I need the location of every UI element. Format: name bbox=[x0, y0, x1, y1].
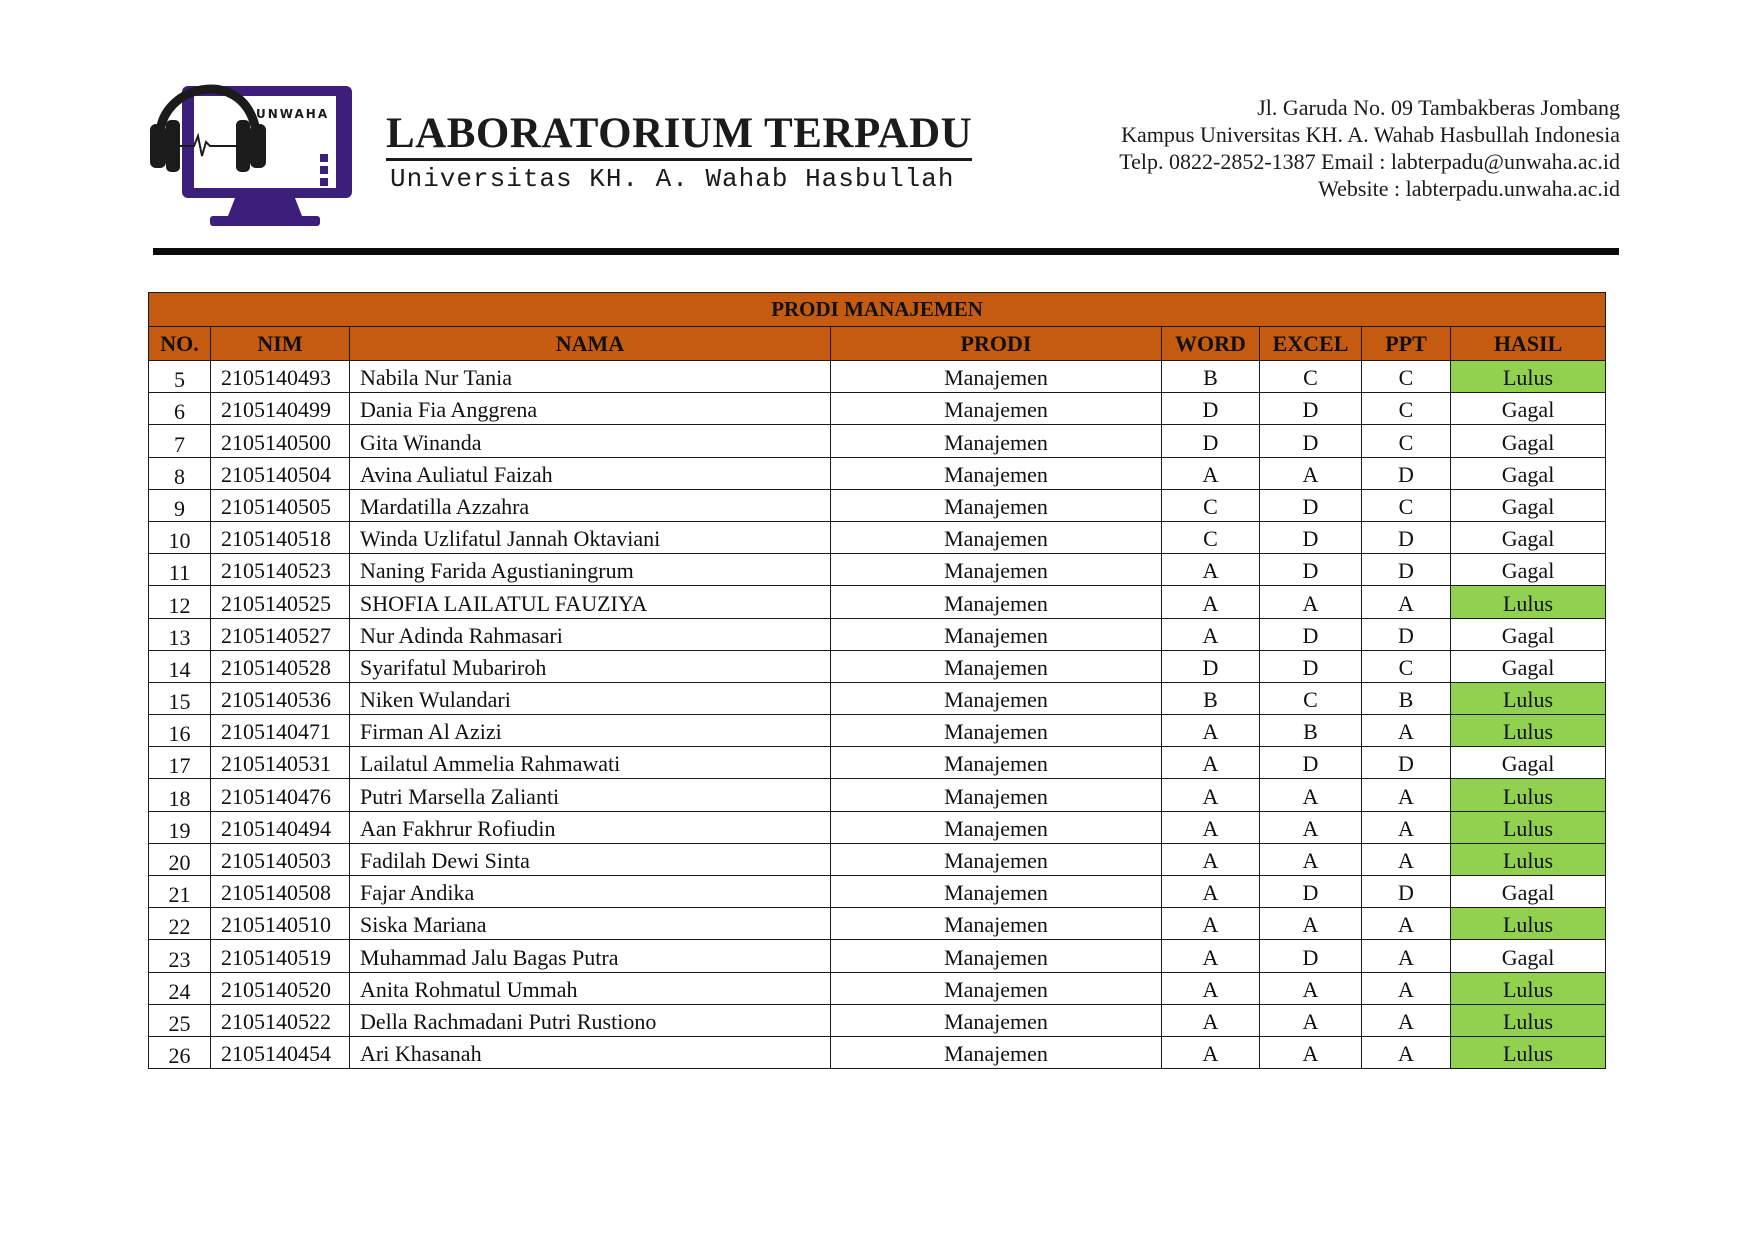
cell-no: 19 bbox=[149, 811, 211, 843]
col-header-word: WORD bbox=[1162, 327, 1260, 361]
cell-excel: A bbox=[1260, 843, 1362, 875]
cell-no: 5 bbox=[149, 361, 211, 393]
cell-nama: Fajar Andika bbox=[350, 876, 831, 908]
cell-excel: A bbox=[1260, 1036, 1362, 1068]
cell-hasil: Gagal bbox=[1451, 876, 1606, 908]
cell-hasil: Lulus bbox=[1451, 682, 1606, 714]
cell-prodi: Manajemen bbox=[831, 393, 1162, 425]
cell-ppt: C bbox=[1362, 489, 1451, 521]
cell-hasil: Lulus bbox=[1451, 908, 1606, 940]
col-header-prodi: PRODI bbox=[831, 327, 1162, 361]
cell-nim: 2105140454 bbox=[211, 1036, 350, 1068]
cell-ppt: A bbox=[1362, 972, 1451, 1004]
cell-word: A bbox=[1162, 457, 1260, 489]
cell-prodi: Manajemen bbox=[831, 618, 1162, 650]
cell-excel: D bbox=[1260, 425, 1362, 457]
cell-nama: Dania Fia Anggrena bbox=[350, 393, 831, 425]
cell-prodi: Manajemen bbox=[831, 489, 1162, 521]
cell-no: 16 bbox=[149, 715, 211, 747]
table-row bbox=[149, 361, 1606, 393]
cell-nim: 2105140536 bbox=[211, 682, 350, 714]
cell-hasil: Gagal bbox=[1451, 489, 1606, 521]
cell-prodi: Manajemen bbox=[831, 876, 1162, 908]
cell-nim: 2105140520 bbox=[211, 972, 350, 1004]
cell-no: 26 bbox=[149, 1036, 211, 1068]
cell-nama: Aan Fakhrur Rofiudin bbox=[350, 811, 831, 843]
cell-excel: D bbox=[1260, 489, 1362, 521]
cell-prodi: Manajemen bbox=[831, 747, 1162, 779]
cell-word: A bbox=[1162, 554, 1260, 586]
cell-nama: Della Rachmadani Putri Rustiono bbox=[350, 1004, 831, 1036]
cell-nama: Lailatul Ammelia Rahmawati bbox=[350, 747, 831, 779]
cell-no: 21 bbox=[149, 876, 211, 908]
cell-nim: 2105140531 bbox=[211, 747, 350, 779]
table-row bbox=[149, 1036, 1606, 1068]
column-headers bbox=[149, 327, 1606, 361]
table-row bbox=[149, 843, 1606, 875]
cell-excel: D bbox=[1260, 650, 1362, 682]
col-header-ppt: PPT bbox=[1362, 327, 1451, 361]
cell-nim: 2105140503 bbox=[211, 843, 350, 875]
cell-nama: Avina Auliatul Faizah bbox=[350, 457, 831, 489]
cell-nim: 2105140510 bbox=[211, 908, 350, 940]
cell-ppt: A bbox=[1362, 908, 1451, 940]
address-line: Telp. 0822-2852-1387 Email : labterpadu@unwaha.ac.id bbox=[1119, 149, 1620, 174]
cell-nim: 2105140505 bbox=[211, 489, 350, 521]
table-title: PRODI MANAJEMEN bbox=[149, 293, 1606, 327]
cell-hasil: Gagal bbox=[1451, 457, 1606, 489]
cell-nim: 2105140519 bbox=[211, 940, 350, 972]
cell-nim: 2105140518 bbox=[211, 521, 350, 553]
cell-nim: 2105140504 bbox=[211, 457, 350, 489]
cell-nim: 2105140525 bbox=[211, 586, 350, 618]
cell-nim: 2105140493 bbox=[211, 361, 350, 393]
cell-nama: Naning Farida Agustianingrum bbox=[350, 554, 831, 586]
cell-no: 25 bbox=[149, 1004, 211, 1036]
table-row bbox=[149, 1004, 1606, 1036]
cell-ppt: C bbox=[1362, 425, 1451, 457]
cell-ppt: D bbox=[1362, 747, 1451, 779]
cell-word: A bbox=[1162, 876, 1260, 908]
cell-word: A bbox=[1162, 908, 1260, 940]
table-row bbox=[149, 618, 1606, 650]
cell-nama: Anita Rohmatul Ummah bbox=[350, 972, 831, 1004]
cell-word: A bbox=[1162, 972, 1260, 1004]
cell-word: A bbox=[1162, 1004, 1260, 1036]
cell-hasil: Lulus bbox=[1451, 779, 1606, 811]
cell-word: A bbox=[1162, 1036, 1260, 1068]
table-row bbox=[149, 779, 1606, 811]
cell-nama: Muhammad Jalu Bagas Putra bbox=[350, 940, 831, 972]
cell-no: 7 bbox=[149, 425, 211, 457]
cell-word: A bbox=[1162, 618, 1260, 650]
cell-no: 17 bbox=[149, 747, 211, 779]
cell-nim: 2105140494 bbox=[211, 811, 350, 843]
cell-prodi: Manajemen bbox=[831, 586, 1162, 618]
table-row bbox=[149, 586, 1606, 618]
col-header-nim: NIM bbox=[211, 327, 350, 361]
cell-prodi: Manajemen bbox=[831, 1004, 1162, 1036]
cell-hasil: Lulus bbox=[1451, 586, 1606, 618]
cell-hasil: Lulus bbox=[1451, 1036, 1606, 1068]
cell-no: 15 bbox=[149, 682, 211, 714]
cell-prodi: Manajemen bbox=[831, 521, 1162, 553]
cell-hasil: Gagal bbox=[1451, 425, 1606, 457]
cell-ppt: A bbox=[1362, 586, 1451, 618]
cell-nama: Niken Wulandari bbox=[350, 682, 831, 714]
cell-ppt: C bbox=[1362, 361, 1451, 393]
cell-excel: A bbox=[1260, 457, 1362, 489]
cell-excel: A bbox=[1260, 779, 1362, 811]
lab-logo-icon bbox=[150, 66, 360, 232]
cell-nama: Putri Marsella Zalianti bbox=[350, 779, 831, 811]
cell-prodi: Manajemen bbox=[831, 715, 1162, 747]
cell-word: D bbox=[1162, 650, 1260, 682]
cell-excel: D bbox=[1260, 554, 1362, 586]
cell-prodi: Manajemen bbox=[831, 972, 1162, 1004]
cell-prodi: Manajemen bbox=[831, 1036, 1162, 1068]
cell-hasil: Lulus bbox=[1451, 811, 1606, 843]
address-line: Website : labterpadu.unwaha.ac.id bbox=[1318, 176, 1620, 201]
cell-excel: B bbox=[1260, 715, 1362, 747]
table-row bbox=[149, 747, 1606, 779]
cell-nama: Siska Mariana bbox=[350, 908, 831, 940]
cell-prodi: Manajemen bbox=[831, 940, 1162, 972]
cell-no: 12 bbox=[149, 586, 211, 618]
cell-nama: Fadilah Dewi Sinta bbox=[350, 843, 831, 875]
cell-word: C bbox=[1162, 521, 1260, 553]
cell-ppt: C bbox=[1362, 393, 1451, 425]
cell-prodi: Manajemen bbox=[831, 908, 1162, 940]
cell-excel: D bbox=[1260, 618, 1362, 650]
cell-no: 20 bbox=[149, 843, 211, 875]
address-line: Jl. Garuda No. 09 Tambakberas Jombang bbox=[1257, 95, 1620, 120]
lab-title: LABORATORIUM TERPADU bbox=[386, 110, 972, 161]
cell-prodi: Manajemen bbox=[831, 843, 1162, 875]
table-row bbox=[149, 908, 1606, 940]
cell-word: B bbox=[1162, 361, 1260, 393]
cell-no: 13 bbox=[149, 618, 211, 650]
cell-nim: 2105140527 bbox=[211, 618, 350, 650]
cell-word: B bbox=[1162, 682, 1260, 714]
table-row bbox=[149, 811, 1606, 843]
cell-nama: Ari Khasanah bbox=[350, 1036, 831, 1068]
table-row bbox=[149, 521, 1606, 553]
cell-hasil: Gagal bbox=[1451, 940, 1606, 972]
cell-ppt: A bbox=[1362, 779, 1451, 811]
table-row bbox=[149, 393, 1606, 425]
cell-prodi: Manajemen bbox=[831, 779, 1162, 811]
cell-word: A bbox=[1162, 779, 1260, 811]
cell-word: A bbox=[1162, 586, 1260, 618]
cell-ppt: D bbox=[1362, 457, 1451, 489]
cell-prodi: Manajemen bbox=[831, 425, 1162, 457]
table-row bbox=[149, 457, 1606, 489]
cell-hasil: Lulus bbox=[1451, 1004, 1606, 1036]
cell-nim: 2105140499 bbox=[211, 393, 350, 425]
table-row bbox=[149, 425, 1606, 457]
cell-no: 22 bbox=[149, 908, 211, 940]
cell-prodi: Manajemen bbox=[831, 811, 1162, 843]
cell-excel: D bbox=[1260, 393, 1362, 425]
cell-no: 11 bbox=[149, 554, 211, 586]
table-row bbox=[149, 682, 1606, 714]
col-header-excel: EXCEL bbox=[1260, 327, 1362, 361]
cell-nim: 2105140508 bbox=[211, 876, 350, 908]
cell-word: A bbox=[1162, 940, 1260, 972]
cell-hasil: Gagal bbox=[1451, 554, 1606, 586]
table-body bbox=[149, 361, 1606, 1069]
table-row bbox=[149, 554, 1606, 586]
cell-prodi: Manajemen bbox=[831, 457, 1162, 489]
cell-hasil: Gagal bbox=[1451, 393, 1606, 425]
cell-excel: A bbox=[1260, 586, 1362, 618]
cell-no: 9 bbox=[149, 489, 211, 521]
logo-text: UNWAHA bbox=[256, 107, 330, 121]
cell-ppt: A bbox=[1362, 1004, 1451, 1036]
col-header-no: NO. bbox=[149, 327, 211, 361]
cell-prodi: Manajemen bbox=[831, 554, 1162, 586]
cell-ppt: B bbox=[1362, 682, 1451, 714]
cell-nama: Mardatilla Azzahra bbox=[350, 489, 831, 521]
cell-word: A bbox=[1162, 843, 1260, 875]
cell-word: A bbox=[1162, 715, 1260, 747]
cell-nama: Nur Adinda Rahmasari bbox=[350, 618, 831, 650]
cell-ppt: A bbox=[1362, 940, 1451, 972]
header-divider bbox=[153, 248, 1619, 255]
cell-no: 23 bbox=[149, 940, 211, 972]
cell-hasil: Lulus bbox=[1451, 715, 1606, 747]
cell-no: 6 bbox=[149, 393, 211, 425]
cell-nim: 2105140476 bbox=[211, 779, 350, 811]
cell-ppt: A bbox=[1362, 811, 1451, 843]
cell-prodi: Manajemen bbox=[831, 682, 1162, 714]
cell-no: 24 bbox=[149, 972, 211, 1004]
address-block bbox=[1119, 94, 1620, 202]
cell-nama: Nabila Nur Tania bbox=[350, 361, 831, 393]
cell-word: D bbox=[1162, 393, 1260, 425]
cell-nim: 2105140523 bbox=[211, 554, 350, 586]
cell-word: D bbox=[1162, 425, 1260, 457]
cell-excel: C bbox=[1260, 361, 1362, 393]
cell-excel: D bbox=[1260, 521, 1362, 553]
table-row bbox=[149, 715, 1606, 747]
cell-ppt: A bbox=[1362, 843, 1451, 875]
cell-word: A bbox=[1162, 747, 1260, 779]
cell-no: 14 bbox=[149, 650, 211, 682]
cell-nim: 2105140471 bbox=[211, 715, 350, 747]
cell-hasil: Gagal bbox=[1451, 521, 1606, 553]
cell-excel: A bbox=[1260, 1004, 1362, 1036]
cell-hasil: Lulus bbox=[1451, 843, 1606, 875]
cell-nim: 2105140500 bbox=[211, 425, 350, 457]
col-header-nama: NAMA bbox=[350, 327, 831, 361]
table-row bbox=[149, 972, 1606, 1004]
cell-hasil: Gagal bbox=[1451, 618, 1606, 650]
cell-nama: Gita Winanda bbox=[350, 425, 831, 457]
cell-nama: Firman Al Azizi bbox=[350, 715, 831, 747]
cell-prodi: Manajemen bbox=[831, 361, 1162, 393]
cell-no: 10 bbox=[149, 521, 211, 553]
cell-excel: A bbox=[1260, 908, 1362, 940]
cell-nim: 2105140528 bbox=[211, 650, 350, 682]
table-row bbox=[149, 489, 1606, 521]
cell-hasil: Lulus bbox=[1451, 361, 1606, 393]
cell-excel: D bbox=[1260, 876, 1362, 908]
cell-excel: D bbox=[1260, 747, 1362, 779]
cell-excel: A bbox=[1260, 811, 1362, 843]
col-header-hasil: HASIL bbox=[1451, 327, 1606, 361]
cell-ppt: D bbox=[1362, 876, 1451, 908]
cell-ppt: C bbox=[1362, 650, 1451, 682]
cell-ppt: D bbox=[1362, 618, 1451, 650]
table-row bbox=[149, 876, 1606, 908]
table-row bbox=[149, 650, 1606, 682]
cell-nama: Winda Uzlifatul Jannah Oktaviani bbox=[350, 521, 831, 553]
cell-no: 8 bbox=[149, 457, 211, 489]
cell-ppt: D bbox=[1362, 521, 1451, 553]
cell-hasil: Gagal bbox=[1451, 650, 1606, 682]
letterhead bbox=[150, 66, 1620, 256]
cell-nama: SHOFIA LAILATUL FAUZIYA bbox=[350, 586, 831, 618]
cell-excel: C bbox=[1260, 682, 1362, 714]
cell-word: C bbox=[1162, 489, 1260, 521]
cell-word: A bbox=[1162, 811, 1260, 843]
cell-excel: A bbox=[1260, 972, 1362, 1004]
cell-hasil: Lulus bbox=[1451, 972, 1606, 1004]
cell-excel: D bbox=[1260, 940, 1362, 972]
cell-nim: 2105140522 bbox=[211, 1004, 350, 1036]
cell-nama: Syarifatul Mubariroh bbox=[350, 650, 831, 682]
cell-hasil: Gagal bbox=[1451, 747, 1606, 779]
cell-prodi: Manajemen bbox=[831, 650, 1162, 682]
grades-table bbox=[148, 292, 1606, 1069]
cell-ppt: A bbox=[1362, 1036, 1451, 1068]
lab-subtitle: Universitas KH. A. Wahab Hasbullah bbox=[390, 164, 955, 194]
cell-ppt: A bbox=[1362, 715, 1451, 747]
cell-no: 18 bbox=[149, 779, 211, 811]
address-line: Kampus Universitas KH. A. Wahab Hasbullah Indonesia bbox=[1121, 122, 1620, 147]
cell-ppt: D bbox=[1362, 554, 1451, 586]
table-row bbox=[149, 940, 1606, 972]
